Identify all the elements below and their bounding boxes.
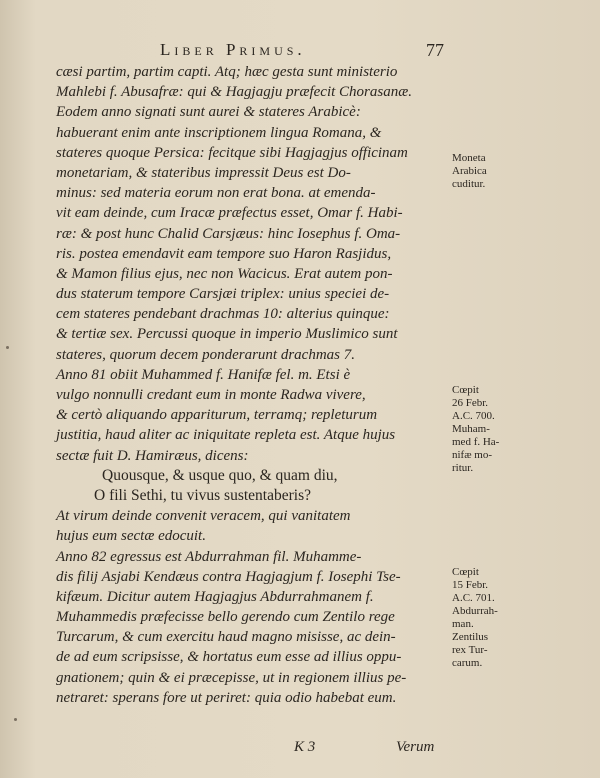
text-line: & certò aliquando appariturum, terramq; repleturum [56, 407, 378, 424]
text-line: ris. postea emendavit eam tempore suo Haron Rasjidus, [56, 245, 392, 262]
page-number: 77 [426, 40, 444, 60]
margin-note-line: Zentilus [452, 631, 489, 643]
margin-note-line: Abdurrah- [452, 605, 498, 617]
margin-note-line: man. [452, 618, 474, 630]
margin-note-line: rex Tur- [452, 644, 488, 656]
text-line: vulgo nonnulli credant eum in monte Radwa vivere, [56, 387, 366, 403]
margin-note-line: med f. Ha- [452, 436, 500, 448]
text-line: Anno 81 obiit Muhammed f. Hanifæ fel. m. Etsi è [56, 366, 351, 383]
margin-note-line: Cœpit [452, 384, 479, 396]
text-line: netraret: sperans fore ut periret: quia odio habebat eum. [56, 689, 397, 706]
text-line: gnationem; quin & ei præcepisse, ut in regionem illius pe- [56, 669, 407, 686]
text-line: & Mamon filius ejus, nec non Wacicus. Erat autem pon- [56, 265, 393, 282]
page-speck [6, 346, 9, 349]
text-line: sectæ fuit D. Hamiræus, dicens: [56, 447, 249, 464]
margin-note-line: A.C. 701. [452, 592, 495, 604]
text-line: Anno 82 egressus est Abdurrahman fil. Muhamme- [56, 548, 362, 565]
text-line: cem stateres pendebant drachmas 10: alterius quinque: [56, 306, 390, 323]
margin-note [452, 384, 532, 475]
signature-mark: K 3 [294, 739, 316, 755]
text-line: Turcarum, & cum exercitu haud magno misisse, ac dein- [56, 629, 396, 646]
text-line: Mahlebi f. Abusafræ: qui & Hagjagju præfecit Chorasanæ. [56, 84, 412, 101]
margin-note-line: ritur. [452, 462, 474, 474]
text-line: stateres, quorum decem ponderarunt drachmas 7. [56, 346, 355, 363]
text-line: hujus eum sectæ edocuit. [56, 528, 206, 545]
margin-note-line: Arabica [452, 165, 487, 177]
text-line: monetariam, & stateribus impressit Deus est Do- [56, 164, 351, 181]
text-line: dis filij Asjabi Kendæus contra Hagjagjum f. Iosephi Tse- [56, 568, 401, 585]
margin-note-line: Moneta [452, 152, 486, 164]
margin-note-line: A.C. 700. [452, 410, 495, 422]
verse-line: O fili Sethi, tu vivus sustentaberis? [94, 486, 311, 504]
margin-note-line: 15 Febr. [452, 579, 489, 591]
margin-note [452, 566, 532, 670]
margin-note-line: cuditur. [452, 178, 486, 190]
text-line: kifæum. Dicitur autem Hagjagjus Abdurrahmanem f. [56, 588, 374, 605]
running-head-title: Liber Primus. [160, 40, 306, 59]
margin-note-line: Muham- [452, 423, 490, 435]
text-line: vit eam deinde, cum Iracæ præfectus esset, Omar f. Habi- [56, 205, 403, 222]
margin-note-line: 26 Febr. [452, 397, 489, 409]
text-line: ræ: & post hunc Chalid Carsjæus: hinc Iosephus f. Oma- [56, 225, 401, 242]
catchword: Verum [396, 739, 435, 755]
margin-note-line: nifæ mo- [452, 449, 493, 461]
text-line: dus staterum tempore Carsjæi triplex: unius speciei de- [56, 286, 390, 303]
verse-line: Quousque, & usque quo, & quam diu, [102, 466, 338, 484]
text-line: Eodem anno signati sunt aurei & stateres Arabicè: [56, 104, 361, 121]
text-line: & tertiæ sex. Percussi quoque in imperio Muslimico sunt [56, 326, 398, 343]
text-line: cæsi partim, partim capti. Atq; hæc gesta sunt ministerio [56, 64, 398, 80]
text-line: At virum deinde convenit veracem, qui vanitatem [56, 508, 351, 525]
margin-note-line: Cœpit [452, 566, 479, 578]
margin-note [452, 152, 532, 191]
text-line: justitia, haud aliter ac iniquitate repleta est. Atque hujus [56, 427, 396, 444]
text-line: de ad eum scripsisse, & hortatus eum esse ad illius oppu- [56, 649, 402, 666]
text-line: stateres quoque Persica: fecitque sibi Hagjagjus officinam [56, 144, 408, 161]
page-speck [14, 718, 17, 721]
main-text-block [56, 62, 450, 708]
text-line: habuerant enim ante inscriptionem lingua Romana, & [56, 124, 382, 141]
text-line: Muhammedis præfecisse bello gerendo cum Zentilo rege [56, 609, 395, 626]
margin-note-line: carum. [452, 657, 483, 669]
text-line: minus: sed materia eorum non erat bona. at emenda- [56, 185, 376, 202]
